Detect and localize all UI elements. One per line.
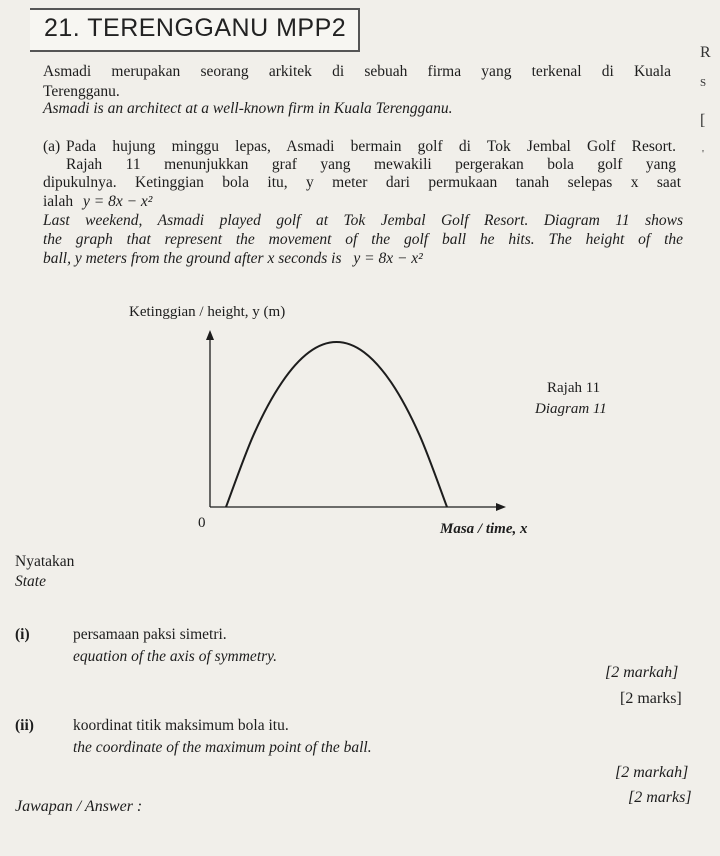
question-ii-marks-malay: [2 markah] [615, 764, 689, 781]
question-i-marks-malay: [2 markah] [605, 664, 679, 681]
state-english: State [15, 573, 46, 590]
state-malay: Nyatakan [15, 553, 75, 570]
part-a-malay-line2: Rajah 11 menunjukkan graf yang mewakili pergerakan bola golf yang [66, 156, 676, 173]
question-i-malay: persamaan paksi simetri. [73, 626, 227, 643]
page-title: 21. TERENGGANU MPP2 [44, 14, 347, 42]
y-axis-arrow [206, 330, 214, 340]
question-ii-malay: koordinat titik maksimum bola itu. [73, 717, 289, 734]
question-i-marks-english: [2 marks] [620, 690, 682, 707]
part-a-english-equation: y = 8x − x² [353, 250, 423, 267]
intro-malay-line2: Terengganu. [43, 83, 120, 100]
question-ii-english: the coordinate of the maximum point of the ball. [73, 739, 372, 756]
edge-fragment-r: R [700, 44, 711, 61]
question-ii-marks-english: [2 marks] [628, 789, 692, 806]
answer-label: Jawapan / Answer : [15, 798, 143, 815]
edge-fragment-bracket: [ [700, 112, 706, 129]
part-a-malay-equation: y = 8x − x² [83, 193, 153, 210]
part-a-malay-ialah: ialah [43, 193, 74, 210]
intro-english: Asmadi is an architect at a well-known firm in Kuala Terengganu. [43, 100, 453, 117]
part-a-malay-line3: dipukulnya. Ketinggian bola itu, y meter dari permukaan tanah selepas x saat [43, 174, 681, 191]
part-a-label: (a) [43, 138, 61, 155]
x-axis-arrow [496, 503, 506, 511]
part-a-english-line1: Last weekend, Asmadi played golf at Tok Jembal Golf Resort. Diagram 11 shows [43, 212, 683, 229]
edge-fragment-s: S [700, 77, 707, 89]
y-axis-label: Ketinggian / height, y (m) [129, 304, 286, 320]
origin-label: 0 [198, 515, 206, 531]
diagram-caption-english: Diagram 11 [535, 401, 607, 417]
part-a-malay-line1: Pada hujung minggu lepas, Asmadi bermain golf di Tok Jembal Golf Resort. [66, 138, 676, 155]
edge-fragment-tick: ' [702, 148, 704, 160]
part-a-english-line2: the graph that represent the movement of the golf ball he hits. The height of the [43, 231, 683, 248]
part-a-english-text: ball, y meters from the ground after x seconds is [43, 250, 342, 267]
question-ii-label: (ii) [15, 717, 34, 734]
question-i-label: (i) [15, 626, 30, 643]
trajectory-curve [226, 342, 447, 507]
x-axis-label: Masa / time, x [440, 521, 528, 537]
intro-malay-line1: Asmadi merupakan seorang arkitek di sebuah firma yang terkenal di Kuala [43, 63, 671, 80]
question-i-english: equation of the axis of symmetry. [73, 648, 278, 665]
diagram-caption-malay: Rajah 11 [547, 380, 601, 396]
